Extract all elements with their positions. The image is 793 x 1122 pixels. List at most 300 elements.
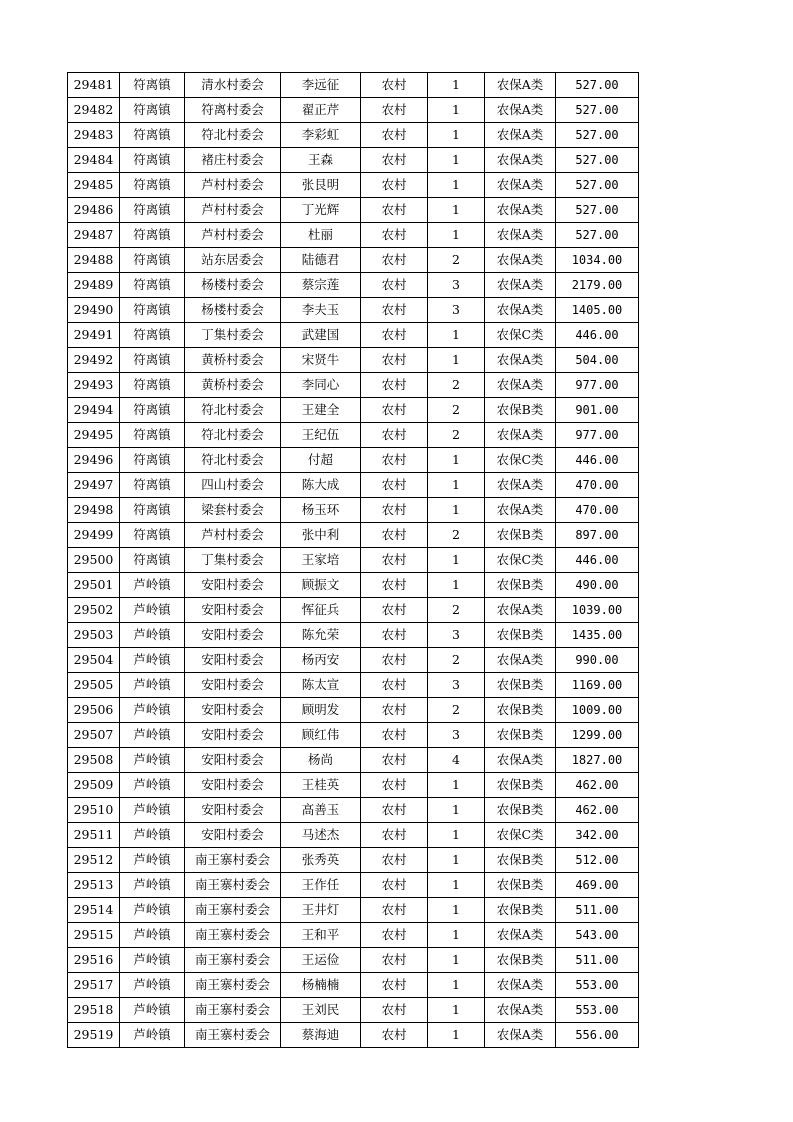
table-row	[68, 348, 639, 373]
cell-household-type: 农村	[361, 248, 428, 273]
cell-person-name: 李同心	[281, 373, 361, 398]
cell-person-name: 恽征兵	[281, 598, 361, 623]
cell-household-type: 农村	[361, 773, 428, 798]
cell-household-type: 农村	[361, 548, 428, 573]
cell-record-id: 29488	[68, 248, 120, 273]
cell-record-id: 29513	[68, 873, 120, 898]
cell-person-name: 王家培	[281, 548, 361, 573]
cell-household-size: 1	[428, 148, 485, 173]
cell-insurance-category: 农保B类	[485, 948, 556, 973]
cell-person-name: 陈允荣	[281, 623, 361, 648]
cell-person-name: 李夫玉	[281, 298, 361, 323]
cell-household-type: 农村	[361, 573, 428, 598]
cell-insurance-category: 农保A类	[485, 173, 556, 198]
cell-village-committee: 安阳村委会	[185, 748, 281, 773]
cell-record-id: 29509	[68, 773, 120, 798]
cell-town: 符离镇	[120, 523, 185, 548]
cell-household-type: 农村	[361, 298, 428, 323]
cell-record-id: 29500	[68, 548, 120, 573]
table-row	[68, 998, 639, 1023]
cell-town: 芦岭镇	[120, 923, 185, 948]
cell-town: 芦岭镇	[120, 648, 185, 673]
cell-insurance-category: 农保A类	[485, 648, 556, 673]
cell-village-committee: 南王寨村委会	[185, 923, 281, 948]
cell-town: 符离镇	[120, 498, 185, 523]
cell-village-committee: 安阳村委会	[185, 723, 281, 748]
table-row	[68, 898, 639, 923]
cell-household-size: 1	[428, 173, 485, 198]
cell-insurance-category: 农保B类	[485, 723, 556, 748]
table-row	[68, 523, 639, 548]
roster-table	[67, 72, 639, 1048]
table-row	[68, 573, 639, 598]
cell-person-name: 马述杰	[281, 823, 361, 848]
cell-town: 芦岭镇	[120, 898, 185, 923]
cell-record-id: 29485	[68, 173, 120, 198]
cell-insurance-category: 农保B类	[485, 798, 556, 823]
cell-household-size: 4	[428, 748, 485, 773]
cell-household-type: 农村	[361, 598, 428, 623]
cell-household-type: 农村	[361, 398, 428, 423]
cell-household-type: 农村	[361, 448, 428, 473]
cell-insurance-category: 农保A类	[485, 973, 556, 998]
cell-record-id: 29493	[68, 373, 120, 398]
cell-household-size: 2	[428, 598, 485, 623]
cell-town: 符离镇	[120, 298, 185, 323]
cell-insurance-category: 农保A类	[485, 473, 556, 498]
cell-household-size: 1	[428, 923, 485, 948]
cell-village-committee: 南王寨村委会	[185, 848, 281, 873]
cell-amount: 901.00	[556, 398, 639, 423]
cell-amount: 446.00	[556, 548, 639, 573]
table-row	[68, 598, 639, 623]
table-row	[68, 73, 639, 98]
cell-household-type: 农村	[361, 73, 428, 98]
cell-record-id: 29482	[68, 98, 120, 123]
cell-village-committee: 安阳村委会	[185, 673, 281, 698]
cell-town: 芦岭镇	[120, 998, 185, 1023]
cell-village-committee: 南王寨村委会	[185, 973, 281, 998]
cell-household-size: 1	[428, 323, 485, 348]
cell-person-name: 王纪伍	[281, 423, 361, 448]
cell-household-size: 1	[428, 473, 485, 498]
cell-town: 芦岭镇	[120, 973, 185, 998]
cell-amount: 527.00	[556, 98, 639, 123]
cell-village-committee: 南王寨村委会	[185, 873, 281, 898]
cell-amount: 527.00	[556, 223, 639, 248]
cell-insurance-category: 农保A类	[485, 998, 556, 1023]
cell-household-type: 农村	[361, 473, 428, 498]
cell-record-id: 29517	[68, 973, 120, 998]
cell-household-type: 农村	[361, 923, 428, 948]
cell-record-id: 29514	[68, 898, 120, 923]
cell-person-name: 杨楠楠	[281, 973, 361, 998]
cell-village-committee: 杨楼村委会	[185, 273, 281, 298]
cell-insurance-category: 农保A类	[485, 598, 556, 623]
table-row	[68, 98, 639, 123]
cell-village-committee: 安阳村委会	[185, 798, 281, 823]
table-row	[68, 223, 639, 248]
cell-record-id: 29495	[68, 423, 120, 448]
cell-town: 符离镇	[120, 198, 185, 223]
cell-village-committee: 芦村村委会	[185, 223, 281, 248]
cell-insurance-category: 农保B类	[485, 523, 556, 548]
cell-amount: 527.00	[556, 73, 639, 98]
cell-household-size: 1	[428, 223, 485, 248]
cell-household-size: 3	[428, 298, 485, 323]
cell-person-name: 王井灯	[281, 898, 361, 923]
cell-household-type: 农村	[361, 723, 428, 748]
cell-person-name: 宋贤牛	[281, 348, 361, 373]
cell-household-type: 农村	[361, 698, 428, 723]
cell-household-type: 农村	[361, 123, 428, 148]
cell-insurance-category: 农保B类	[485, 573, 556, 598]
cell-insurance-category: 农保A类	[485, 273, 556, 298]
cell-household-type: 农村	[361, 848, 428, 873]
cell-amount: 553.00	[556, 998, 639, 1023]
cell-record-id: 29508	[68, 748, 120, 773]
cell-household-type: 农村	[361, 148, 428, 173]
cell-village-committee: 丁集村委会	[185, 548, 281, 573]
cell-insurance-category: 农保B类	[485, 848, 556, 873]
table-row	[68, 198, 639, 223]
cell-record-id: 29499	[68, 523, 120, 548]
table-row	[68, 273, 639, 298]
cell-village-committee: 芦村村委会	[185, 198, 281, 223]
cell-household-size: 2	[428, 523, 485, 548]
cell-household-size: 1	[428, 948, 485, 973]
cell-household-type: 农村	[361, 523, 428, 548]
cell-household-type: 农村	[361, 323, 428, 348]
table-row	[68, 298, 639, 323]
cell-village-committee: 符北村委会	[185, 398, 281, 423]
cell-amount: 527.00	[556, 198, 639, 223]
table-row	[68, 148, 639, 173]
table-row	[68, 498, 639, 523]
cell-insurance-category: 农保C类	[485, 323, 556, 348]
cell-village-committee: 黄桥村委会	[185, 348, 281, 373]
table-row	[68, 623, 639, 648]
cell-household-size: 1	[428, 798, 485, 823]
cell-town: 符离镇	[120, 173, 185, 198]
cell-person-name: 翟正芹	[281, 98, 361, 123]
cell-person-name: 王桂英	[281, 773, 361, 798]
cell-household-type: 农村	[361, 873, 428, 898]
cell-record-id: 29496	[68, 448, 120, 473]
cell-record-id: 29494	[68, 398, 120, 423]
cell-record-id: 29481	[68, 73, 120, 98]
cell-household-size: 1	[428, 998, 485, 1023]
cell-town: 符离镇	[120, 148, 185, 173]
cell-town: 符离镇	[120, 123, 185, 148]
cell-village-committee: 安阳村委会	[185, 623, 281, 648]
table-row	[68, 423, 639, 448]
cell-village-committee: 符离村委会	[185, 98, 281, 123]
table-row	[68, 373, 639, 398]
cell-person-name: 顾明发	[281, 698, 361, 723]
cell-person-name: 王森	[281, 148, 361, 173]
cell-amount: 543.00	[556, 923, 639, 948]
cell-household-type: 农村	[361, 623, 428, 648]
cell-insurance-category: 农保B类	[485, 398, 556, 423]
cell-insurance-category: 农保A类	[485, 148, 556, 173]
cell-person-name: 陈大成	[281, 473, 361, 498]
table-row	[68, 1023, 639, 1048]
cell-insurance-category: 农保A类	[485, 748, 556, 773]
cell-town: 芦岭镇	[120, 623, 185, 648]
cell-person-name: 杨玉环	[281, 498, 361, 523]
cell-insurance-category: 农保B类	[485, 773, 556, 798]
cell-insurance-category: 农保B类	[485, 673, 556, 698]
cell-household-type: 农村	[361, 798, 428, 823]
cell-household-type: 农村	[361, 273, 428, 298]
cell-insurance-category: 农保B类	[485, 873, 556, 898]
cell-record-id: 29491	[68, 323, 120, 348]
table-row	[68, 123, 639, 148]
cell-town: 符离镇	[120, 73, 185, 98]
cell-insurance-category: 农保A类	[485, 248, 556, 273]
cell-household-size: 1	[428, 873, 485, 898]
cell-amount: 1299.00	[556, 723, 639, 748]
table-row	[68, 948, 639, 973]
cell-amount: 504.00	[556, 348, 639, 373]
cell-household-type: 农村	[361, 198, 428, 223]
cell-town: 芦岭镇	[120, 598, 185, 623]
cell-town: 芦岭镇	[120, 798, 185, 823]
cell-person-name: 丁光辉	[281, 198, 361, 223]
cell-household-size: 1	[428, 548, 485, 573]
table-row	[68, 673, 639, 698]
roster-body	[68, 73, 639, 1048]
cell-household-type: 农村	[361, 423, 428, 448]
cell-record-id: 29486	[68, 198, 120, 223]
cell-household-size: 1	[428, 898, 485, 923]
cell-amount: 1169.00	[556, 673, 639, 698]
cell-insurance-category: 农保A类	[485, 348, 556, 373]
cell-village-committee: 四山村委会	[185, 473, 281, 498]
cell-village-committee: 安阳村委会	[185, 648, 281, 673]
cell-amount: 527.00	[556, 148, 639, 173]
cell-record-id: 29497	[68, 473, 120, 498]
table-row	[68, 648, 639, 673]
cell-town: 符离镇	[120, 98, 185, 123]
cell-household-type: 农村	[361, 373, 428, 398]
cell-household-size: 2	[428, 248, 485, 273]
cell-amount: 462.00	[556, 798, 639, 823]
cell-amount: 1405.00	[556, 298, 639, 323]
cell-amount: 527.00	[556, 123, 639, 148]
cell-town: 符离镇	[120, 348, 185, 373]
cell-insurance-category: 农保A类	[485, 73, 556, 98]
cell-record-id: 29511	[68, 823, 120, 848]
cell-town: 符离镇	[120, 548, 185, 573]
cell-household-size: 2	[428, 648, 485, 673]
cell-household-type: 农村	[361, 173, 428, 198]
cell-record-id: 29512	[68, 848, 120, 873]
cell-record-id: 29484	[68, 148, 120, 173]
cell-insurance-category: 农保A类	[485, 373, 556, 398]
cell-person-name: 付超	[281, 448, 361, 473]
cell-household-size: 2	[428, 423, 485, 448]
table-row	[68, 798, 639, 823]
cell-household-size: 2	[428, 698, 485, 723]
cell-amount: 490.00	[556, 573, 639, 598]
cell-household-size: 1	[428, 973, 485, 998]
table-row	[68, 748, 639, 773]
cell-household-type: 农村	[361, 823, 428, 848]
cell-amount: 342.00	[556, 823, 639, 848]
cell-household-type: 农村	[361, 498, 428, 523]
cell-person-name: 武建国	[281, 323, 361, 348]
cell-person-name: 李彩虹	[281, 123, 361, 148]
cell-record-id: 29483	[68, 123, 120, 148]
cell-town: 符离镇	[120, 223, 185, 248]
cell-person-name: 王运俭	[281, 948, 361, 973]
cell-amount: 446.00	[556, 448, 639, 473]
cell-insurance-category: 农保C类	[485, 448, 556, 473]
cell-person-name: 张秀英	[281, 848, 361, 873]
cell-town: 芦岭镇	[120, 873, 185, 898]
cell-record-id: 29504	[68, 648, 120, 673]
cell-insurance-category: 农保A类	[485, 198, 556, 223]
cell-household-size: 3	[428, 673, 485, 698]
table-row	[68, 873, 639, 898]
cell-amount: 977.00	[556, 423, 639, 448]
cell-household-type: 农村	[361, 898, 428, 923]
cell-village-committee: 安阳村委会	[185, 598, 281, 623]
cell-village-committee: 杨楼村委会	[185, 298, 281, 323]
cell-village-committee: 符北村委会	[185, 423, 281, 448]
cell-record-id: 29505	[68, 673, 120, 698]
cell-town: 芦岭镇	[120, 673, 185, 698]
cell-household-size: 3	[428, 723, 485, 748]
cell-amount: 446.00	[556, 323, 639, 348]
cell-village-committee: 符北村委会	[185, 123, 281, 148]
cell-town: 芦岭镇	[120, 823, 185, 848]
cell-person-name: 杜丽	[281, 223, 361, 248]
cell-insurance-category: 农保A类	[485, 498, 556, 523]
cell-town: 芦岭镇	[120, 848, 185, 873]
cell-person-name: 王刘民	[281, 998, 361, 1023]
cell-household-size: 1	[428, 823, 485, 848]
cell-insurance-category: 农保C类	[485, 823, 556, 848]
cell-record-id: 29487	[68, 223, 120, 248]
cell-insurance-category: 农保A类	[485, 923, 556, 948]
cell-record-id: 29506	[68, 698, 120, 723]
cell-town: 符离镇	[120, 248, 185, 273]
cell-amount: 1034.00	[556, 248, 639, 273]
cell-person-name: 张中利	[281, 523, 361, 548]
cell-village-committee: 安阳村委会	[185, 773, 281, 798]
cell-record-id: 29507	[68, 723, 120, 748]
cell-household-size: 1	[428, 98, 485, 123]
cell-household-type: 农村	[361, 973, 428, 998]
cell-insurance-category: 农保B类	[485, 698, 556, 723]
cell-amount: 470.00	[556, 498, 639, 523]
cell-record-id: 29498	[68, 498, 120, 523]
cell-record-id: 29510	[68, 798, 120, 823]
cell-household-type: 农村	[361, 98, 428, 123]
cell-amount: 556.00	[556, 1023, 639, 1048]
cell-household-type: 农村	[361, 948, 428, 973]
cell-town: 芦岭镇	[120, 748, 185, 773]
cell-record-id: 29490	[68, 298, 120, 323]
cell-person-name: 顾红伟	[281, 723, 361, 748]
cell-person-name: 李远征	[281, 73, 361, 98]
cell-household-size: 1	[428, 498, 485, 523]
cell-record-id: 29518	[68, 998, 120, 1023]
cell-amount: 511.00	[556, 948, 639, 973]
cell-person-name: 蔡海迪	[281, 1023, 361, 1048]
cell-record-id: 29502	[68, 598, 120, 623]
cell-household-size: 1	[428, 573, 485, 598]
cell-record-id: 29519	[68, 1023, 120, 1048]
table-row	[68, 548, 639, 573]
cell-insurance-category: 农保C类	[485, 548, 556, 573]
cell-insurance-category: 农保A类	[485, 1023, 556, 1048]
cell-village-committee: 丁集村委会	[185, 323, 281, 348]
cell-town: 芦岭镇	[120, 773, 185, 798]
cell-household-size: 3	[428, 623, 485, 648]
table-row	[68, 698, 639, 723]
cell-town: 符离镇	[120, 273, 185, 298]
cell-household-size: 1	[428, 773, 485, 798]
table-row	[68, 723, 639, 748]
cell-town: 芦岭镇	[120, 948, 185, 973]
cell-amount: 1435.00	[556, 623, 639, 648]
cell-record-id: 29489	[68, 273, 120, 298]
cell-household-size: 2	[428, 373, 485, 398]
cell-insurance-category: 农保A类	[485, 223, 556, 248]
cell-household-size: 3	[428, 273, 485, 298]
cell-household-size: 1	[428, 448, 485, 473]
table-row	[68, 848, 639, 873]
cell-village-committee: 符北村委会	[185, 448, 281, 473]
cell-person-name: 张艮明	[281, 173, 361, 198]
cell-village-committee: 安阳村委会	[185, 573, 281, 598]
cell-record-id: 29503	[68, 623, 120, 648]
cell-amount: 1039.00	[556, 598, 639, 623]
cell-village-committee: 芦村村委会	[185, 523, 281, 548]
cell-person-name: 陆德君	[281, 248, 361, 273]
cell-amount: 2179.00	[556, 273, 639, 298]
table-row	[68, 248, 639, 273]
cell-village-committee: 芦村村委会	[185, 173, 281, 198]
table-row	[68, 448, 639, 473]
cell-town: 符离镇	[120, 473, 185, 498]
cell-record-id: 29516	[68, 948, 120, 973]
cell-household-size: 1	[428, 848, 485, 873]
cell-household-type: 农村	[361, 1023, 428, 1048]
table-row	[68, 923, 639, 948]
cell-amount: 553.00	[556, 973, 639, 998]
cell-town: 芦岭镇	[120, 573, 185, 598]
cell-amount: 897.00	[556, 523, 639, 548]
cell-village-committee: 安阳村委会	[185, 698, 281, 723]
cell-village-committee: 南王寨村委会	[185, 998, 281, 1023]
table-row	[68, 173, 639, 198]
cell-household-type: 农村	[361, 348, 428, 373]
cell-town: 符离镇	[120, 373, 185, 398]
cell-amount: 512.00	[556, 848, 639, 873]
cell-household-type: 农村	[361, 223, 428, 248]
cell-amount: 511.00	[556, 898, 639, 923]
cell-household-type: 农村	[361, 748, 428, 773]
cell-amount: 462.00	[556, 773, 639, 798]
cell-insurance-category: 农保B类	[485, 898, 556, 923]
cell-person-name: 顾振文	[281, 573, 361, 598]
cell-village-committee: 褚庄村委会	[185, 148, 281, 173]
